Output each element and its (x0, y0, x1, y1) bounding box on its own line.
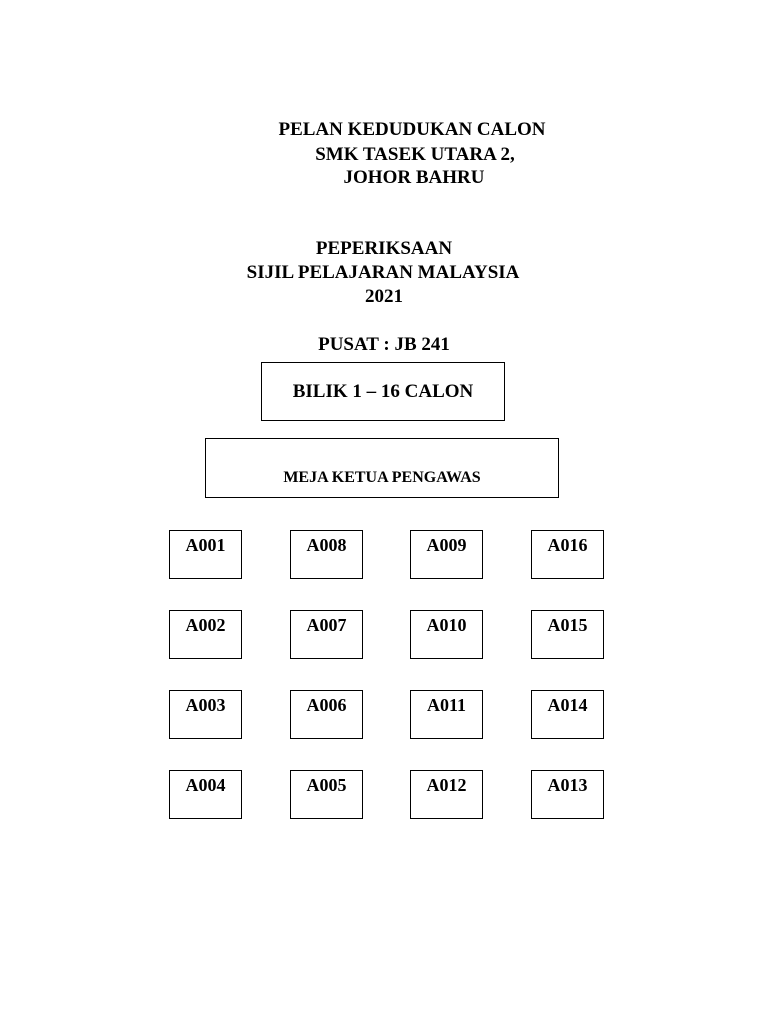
seat-box (169, 770, 242, 819)
seat-label: A006 (306, 695, 347, 715)
seat-box (531, 690, 604, 739)
exam-line-3: 2021 (365, 286, 403, 307)
seat-box (410, 530, 483, 579)
seat-box (169, 530, 242, 579)
seat-label: A007 (306, 615, 347, 635)
title-line-3: JOHOR BAHRU (343, 167, 485, 188)
seat-label: A009 (426, 535, 467, 555)
seat-label: A003 (185, 695, 226, 715)
seat-label: A001 (185, 535, 226, 555)
seat-label: A002 (185, 615, 226, 635)
seat-label: A014 (547, 695, 588, 715)
seat-box (290, 690, 363, 739)
seat-box (169, 690, 242, 739)
seat-label: A010 (426, 615, 467, 635)
room-box (261, 362, 505, 421)
seat-label: A012 (426, 775, 467, 795)
exam-line-1: PEPERIKSAAN (315, 238, 453, 259)
seat-label: A004 (185, 775, 226, 795)
exam-line-2: SIJIL PELAJARAN MALAYSIA (246, 262, 520, 283)
seat-box (410, 610, 483, 659)
title-line-1: PELAN KEDUDUKAN CALON (278, 119, 546, 140)
seat-box (531, 530, 604, 579)
seat-label: A005 (306, 775, 347, 795)
seat-box (410, 770, 483, 819)
seat-label: A015 (547, 615, 588, 635)
seat-box (290, 610, 363, 659)
seat-label: A013 (547, 775, 588, 795)
seat-label: A011 (426, 695, 466, 715)
centre-code: PUSAT : JB 241 (318, 334, 450, 355)
seat-label: A008 (306, 535, 347, 555)
seat-box (531, 610, 604, 659)
seat-box (290, 530, 363, 579)
seat-box (410, 690, 483, 739)
seat-box (531, 770, 604, 819)
title-line-2: SMK TASEK UTARA 2, (315, 144, 515, 165)
seat-label: A016 (547, 535, 588, 555)
room-label: BILIK 1 – 16 CALON (292, 381, 474, 402)
seat-box (290, 770, 363, 819)
chief-desk-label: MEJA KETUA PENGAWAS (283, 469, 481, 486)
seat-box (169, 610, 242, 659)
chief-invigilator-desk (205, 438, 559, 498)
